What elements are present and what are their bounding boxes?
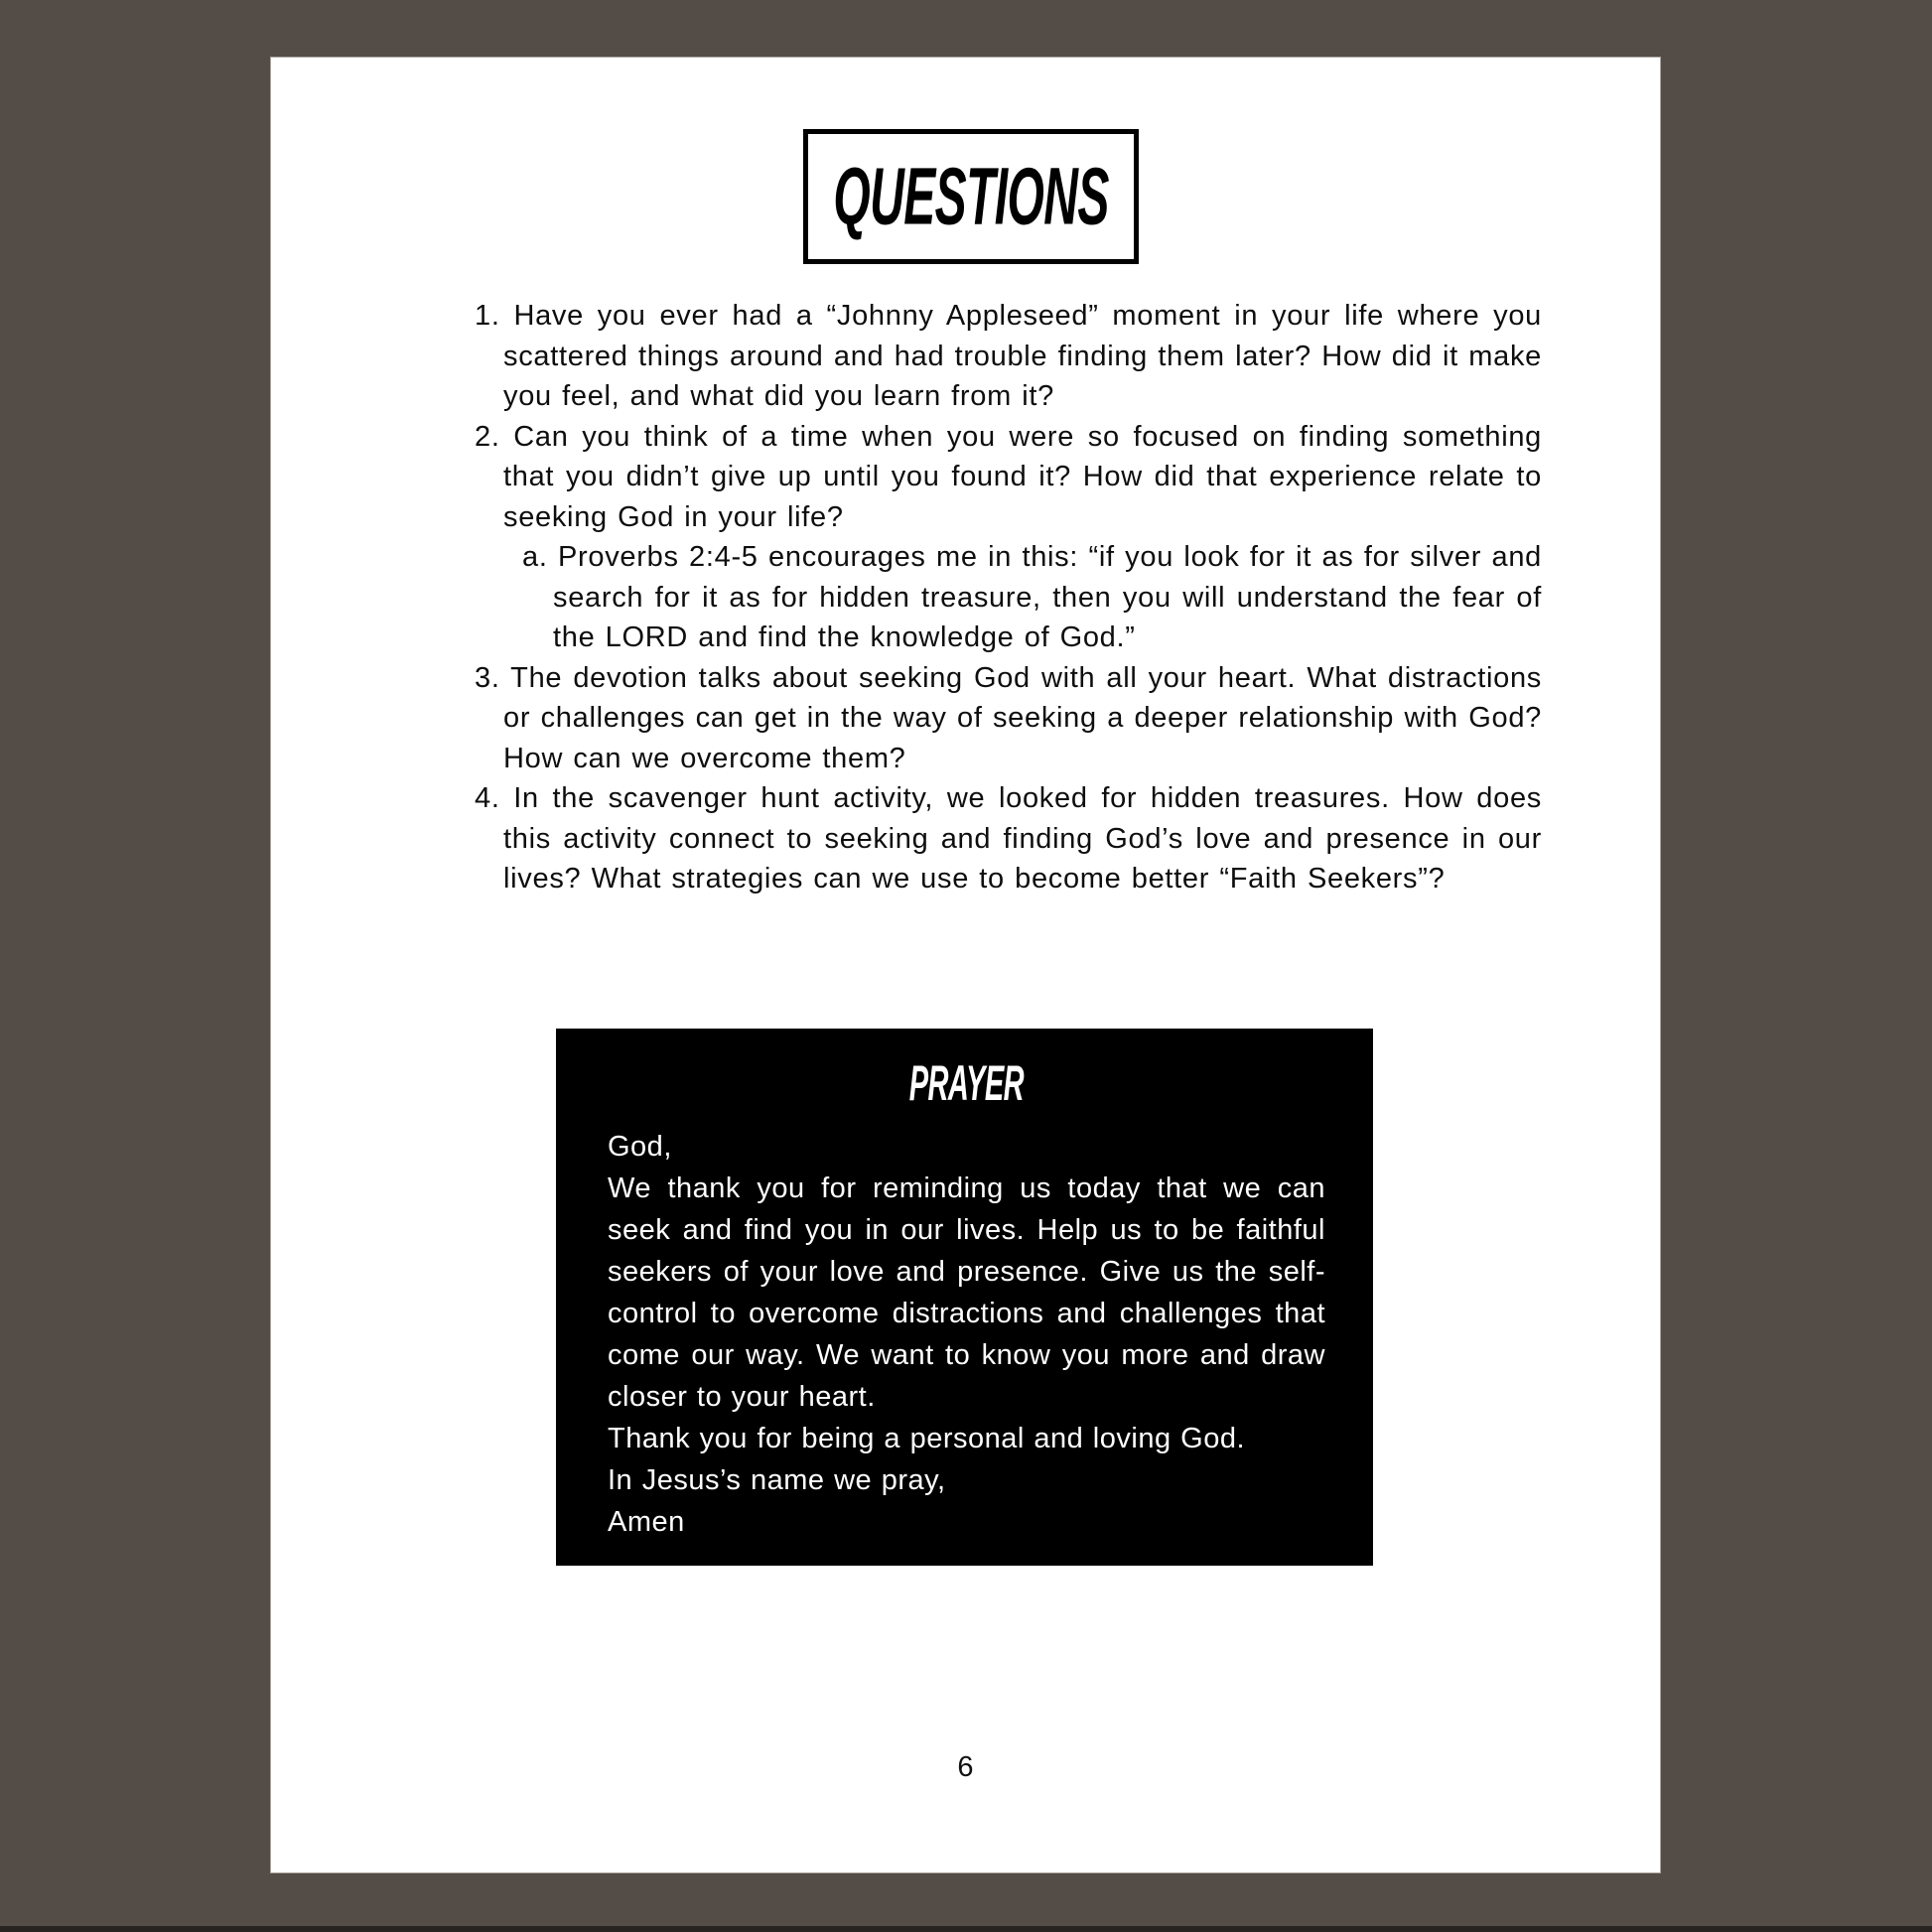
prayer-box bbox=[556, 1029, 1373, 1566]
question-item-2a bbox=[522, 537, 1542, 658]
question-text: Can you think of a time when you were so focused on finding something that you didn’t give up until you found it? How did that experience relate to seeking God in your life? bbox=[503, 420, 1542, 533]
question-number: 1. bbox=[475, 300, 500, 332]
prayer-line: Thank you for being a personal and loving God. bbox=[608, 1423, 1246, 1454]
question-item-1 bbox=[475, 296, 1542, 417]
question-item-4 bbox=[475, 778, 1542, 899]
question-text: In the scavenger hunt activity, we looked for hidden treasures. How does this activity connect to seeking and finding God’s love and presence in our lives? What strategies can we use to become better “Faith Seekers”? bbox=[503, 782, 1542, 895]
question-number: 3. bbox=[475, 661, 500, 694]
page-number: 6 bbox=[957, 1751, 974, 1783]
document-page bbox=[270, 57, 1661, 1873]
prayer-line: Amen bbox=[608, 1506, 685, 1538]
bottom-edge-strip bbox=[0, 1926, 1932, 1932]
question-number: a. bbox=[522, 541, 548, 573]
question-number: 4. bbox=[475, 782, 500, 814]
questions-list bbox=[475, 296, 1542, 899]
prayer-title bbox=[608, 1054, 1325, 1112]
question-text: Have you ever had a “Johnny Appleseed” moment in your life where you scattered things around and had trouble finding them later? How did it make you feel, and what did you learn from it? bbox=[503, 300, 1542, 412]
prayer-title-text: PRAYER bbox=[908, 1055, 1025, 1111]
question-item-2 bbox=[475, 417, 1542, 538]
questions-title-box bbox=[803, 129, 1139, 264]
prayer-line: We thank you for reminding us today that we can seek and find you in our lives. Help us to be faithful seekers of your love and presence. Give us the self-control to overcome distractions and challenges that come our way. We want to know you more and draw closer to your heart. bbox=[608, 1173, 1325, 1413]
question-text: The devotion talks about seeking God with all your heart. What distractions or challenges can get in the way of seeking a deeper relationship with God? How can we overcome them? bbox=[503, 661, 1542, 774]
question-text: Proverbs 2:4-5 encourages me in this: “if you look for it as for silver and search for it as for hidden treasure, then you will understand the fear of the LORD and find the knowledge of God.” bbox=[553, 541, 1542, 653]
prayer-line: God, bbox=[608, 1131, 672, 1163]
questions-title: QUESTIONS bbox=[833, 151, 1109, 241]
prayer-line: In Jesus’s name we pray, bbox=[608, 1464, 946, 1496]
prayer-text bbox=[608, 1126, 1325, 1543]
question-item-3 bbox=[475, 658, 1542, 779]
question-number: 2. bbox=[475, 420, 500, 453]
